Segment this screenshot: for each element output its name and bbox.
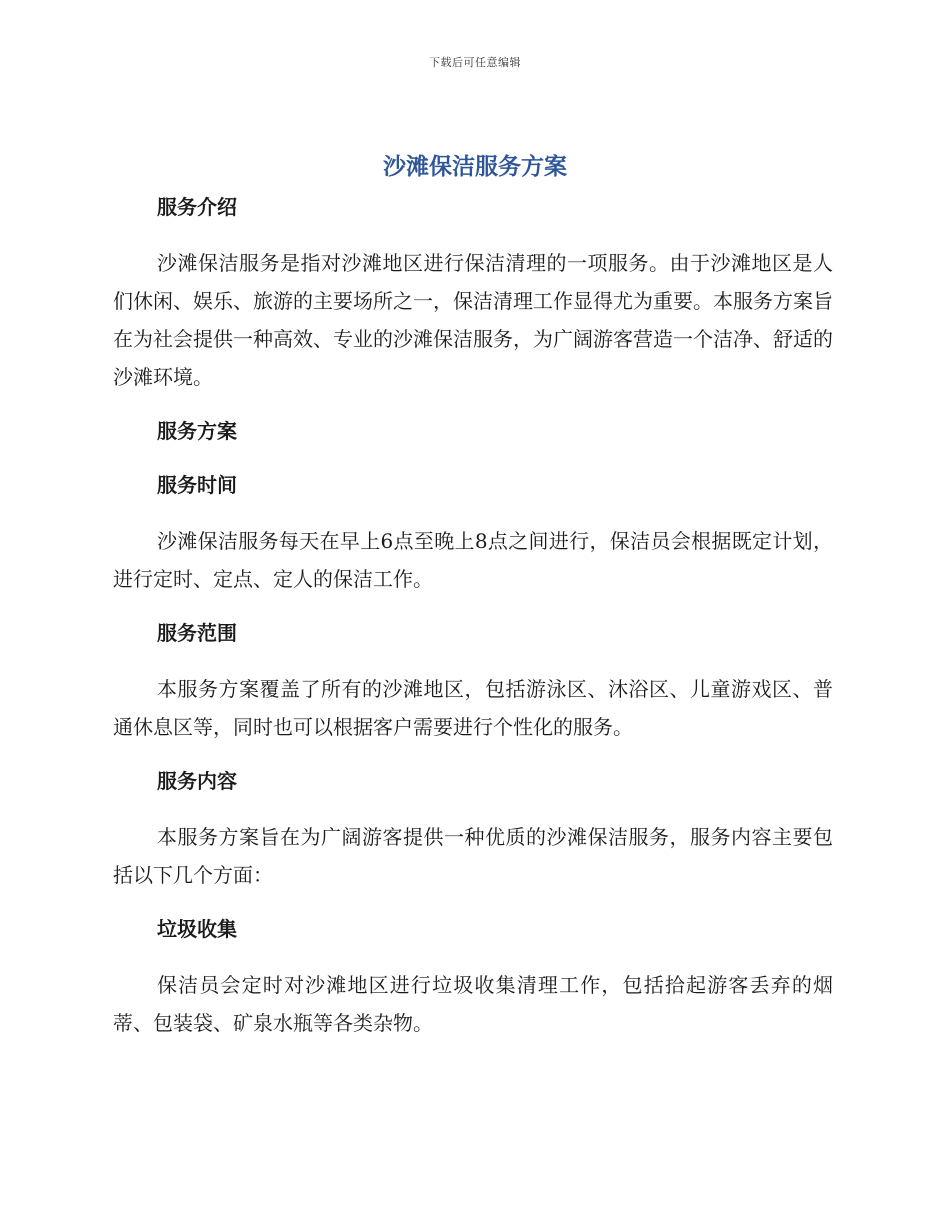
paragraph-scope: 本服务方案覆盖了所有的沙滩地区，包括游泳区、沐浴区、儿童游戏区、普通休息区等，同时也可以根据客户需要进行个性化的服务。 [113, 677, 833, 739]
section-heading-time: 服务时间 [157, 473, 237, 497]
section-heading-garbage: 垃圾收集 [157, 917, 237, 941]
section-heading-scope: 服务范围 [157, 621, 237, 645]
paragraph-intro: 沙滩保洁服务是指对沙滩地区进行保洁清理的一项服务。由于沙滩地区是人们休闲、娱乐、旅游的主要场所之一，保洁清理工作显得尤为重要。本服务方案旨在为社会提供一种高效、专业的沙滩保洁服务，为广阔游客营造一个洁净、舒适的沙滩环境。 [113, 251, 833, 389]
document-body [113, 190, 833, 1060]
section-heading-intro: 服务介绍 [157, 195, 237, 219]
page-header-note: 下载后可任意编辑 [429, 56, 521, 69]
document-title: 沙滩保洁服务方案 [383, 154, 567, 180]
paragraph-time: 沙滩保洁服务每天在早上6点至晚上8点之间进行，保洁员会根据既定计划，进行定时、定点、定人的保洁工作。 [113, 529, 833, 591]
paragraph-content: 本服务方案旨在为广阔游客提供一种优质的沙滩保洁服务，服务内容主要包括以下几个方面： [113, 825, 833, 887]
section-heading-plan: 服务方案 [157, 419, 237, 443]
paragraph-garbage: 保洁员会定时对沙滩地区进行垃圾收集清理工作，包括拾起游客丢弃的烟蒂、包装袋、矿泉水瓶等各类杂物。 [113, 973, 833, 1035]
section-heading-content: 服务内容 [157, 769, 237, 793]
